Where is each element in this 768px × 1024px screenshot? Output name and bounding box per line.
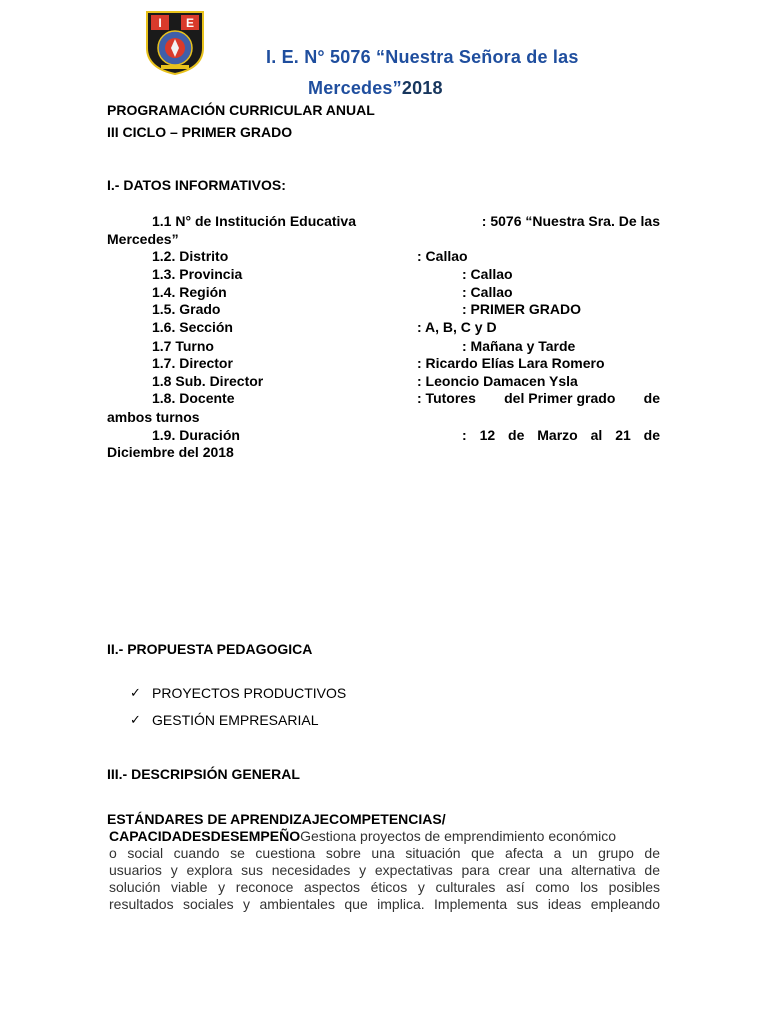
duracion-part-3: de (508, 427, 525, 443)
duracion-part-1: : (462, 427, 467, 443)
info-label-provincia: 1.3. Provincia (152, 266, 243, 282)
description-line-5: resultados sociales y ambientales que implica. Implementa sus ideas empleando (109, 896, 660, 912)
info-value-distrito: : Callao (417, 248, 468, 264)
info-value-seccion: : A, B, C y D (417, 319, 497, 335)
info-value-institucion-cont: Mercedes” (107, 231, 179, 247)
proposal-item (130, 684, 346, 702)
checkmark-icon: ✓ (130, 712, 141, 727)
proposal-item-label: GESTIÓN EMPRESARIAL (152, 712, 319, 728)
info-value-director: : Ricardo Elías Lara Romero (417, 355, 605, 371)
duracion-part-5: al (590, 427, 603, 443)
school-logo (145, 10, 205, 76)
proposal-item (130, 711, 318, 729)
info-value-subdirector: : Leoncio Damacen Ysla (417, 373, 578, 389)
description-bold-lead: CAPACIDADESDESEMPEÑO (109, 828, 301, 844)
duracion-part-4: Marzo (537, 427, 578, 443)
info-value-docente (417, 389, 660, 407)
duracion-part-6: 21 (615, 427, 631, 443)
info-label-institucion: 1.1 N° de Institución Educativa (152, 213, 356, 229)
description-line (109, 828, 660, 845)
school-title-line1: I. E. N° 5076 “Nuestra Señora de las (266, 47, 579, 67)
info-label-duracion: 1.9. Duración (152, 427, 240, 443)
description-paragraph (109, 828, 660, 913)
docente-part-2: del Primer grado (504, 390, 616, 406)
program-cycle: III CICLO – PRIMER GRADO (107, 124, 293, 140)
info-value-institucion: : 5076 “Nuestra Sra. De las (481, 213, 660, 229)
info-value-grado: : PRIMER GRADO (462, 301, 581, 317)
logo-letter-i: I (158, 16, 162, 30)
info-value-duracion (462, 426, 660, 444)
docente-part-3: de (643, 390, 660, 406)
info-value-docente-cont: ambos turnos (107, 409, 200, 425)
docente-part-1: : Tutores (417, 390, 476, 406)
section1-heading: I.- DATOS INFORMATIVOS: (107, 177, 286, 193)
info-label-grado: 1.5. Grado (152, 301, 221, 317)
school-title-name: Mercedes” (308, 78, 402, 98)
info-value-region: : Callao (462, 284, 513, 300)
info-value-duracion-cont: Diciembre del 2018 (107, 444, 234, 460)
logo-letter-e: E (185, 16, 195, 30)
description-line-4: solución viable y reconoce aspectos éticos y culturales así como los posibles (109, 879, 660, 895)
info-label-region: 1.4. Región (152, 284, 227, 300)
info-label-docente: 1.8. Docente (152, 390, 235, 406)
proposal-item-label: PROYECTOS PRODUCTIVOS (152, 685, 347, 701)
school-title-year: 2018 (401, 78, 443, 98)
info-value-provincia: : Callao (462, 266, 513, 282)
duracion-part-7: de (643, 427, 660, 443)
section2-heading: II.- PROPUESTA PEDAGOGICA (107, 641, 313, 657)
description-line-2: o social cuando se cuestiona sobre una situación que afecta a un grupo de (109, 845, 660, 861)
info-label-seccion: 1.6. Sección (152, 319, 233, 335)
info-label-subdirector: 1.8 Sub. Director (152, 373, 264, 389)
standards-subheading: ESTÁNDARES DE APRENDIZAJECOMPETENCIAS/ (107, 811, 446, 827)
info-label-director: 1.7. Director (152, 355, 233, 371)
description-line-3: usuarios y explora sus necesidades y expectativas para crear una alternativa de (109, 862, 660, 878)
description-line-1: Gestiona proyectos de emprendimiento económico (300, 828, 617, 844)
section3-heading: III.- DESCRIPSIÓN GENERAL (107, 766, 300, 782)
info-value-turno: : Mañana y Tarde (462, 338, 576, 354)
duracion-part-2: 12 (479, 427, 496, 443)
checkmark-icon: ✓ (130, 685, 141, 700)
info-label-distrito: 1.2. Distrito (152, 248, 229, 264)
school-title-line2 (308, 77, 443, 99)
info-label-turno: 1.7 Turno (152, 338, 214, 354)
program-title: PROGRAMACIÓN CURRICULAR ANUAL (107, 102, 375, 118)
